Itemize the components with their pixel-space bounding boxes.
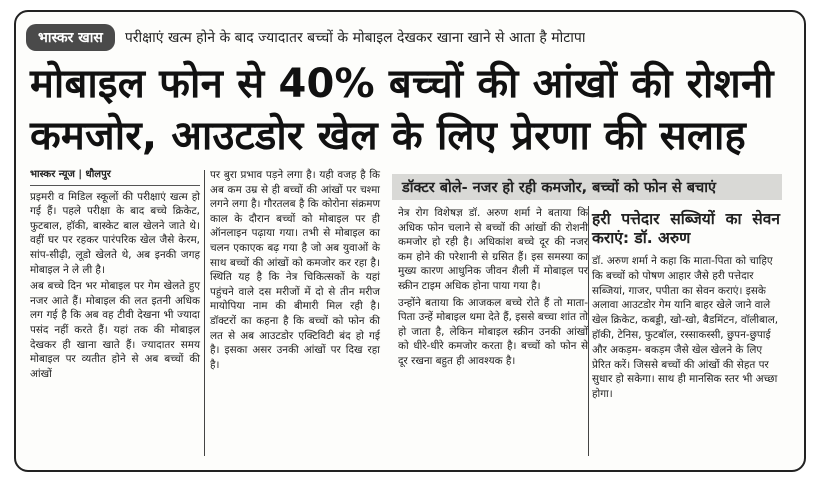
headline-line-2: कमजोर, आउटडोर खेल के लिए प्रेरणा की सलाह [30, 113, 746, 159]
sidebar-title: हरी पत्तेदार सब्जियों का सेवन कराएं: डॉ. अरुण [592, 210, 780, 247]
kicker-text: परीक्षाएं खत्म होने के बाद ज्यादातर बच्चों के मोबाइल देखकर खाना खाने से आता है मोटापा [124, 29, 586, 46]
headline-line-1: मोबाइल फोन से 40% बच्चों की आंखों की रोशनी [30, 61, 774, 107]
article-column-2 [210, 168, 380, 374]
paragraph: अब बच्चे दिन भर मोबाइल पर गेम खेलते हुए नजर आते हैं। मोबाइल की लत इतनी अधिक लग गई है कि अब वह टीवी देखना भी ज्यादा पसंद नहीं करते हैं। यहां तक की मोबाइल देखकर ही खाना खाते हैं। ज्यादातर समय मोबाइल पर व्यतीत होने से अब बच्चों की आंखों [30, 280, 200, 380]
paragraph: उन्होंने बताया कि आजकल बच्चे रोते हैं तो माता-पिता उन्हें मोबाइल थमा देते हैं, इससे बच्चा शांत तो हो जाता है, लेकिन मोबाइल स्क्रीन उनकी आंखों को धीरे-धीरे कमजोर करता है। बच्चों को फोन से दूर रखना बहुत ही आवश्यक है। [398, 296, 588, 367]
article-column-3 [398, 206, 588, 371]
kicker-row [26, 22, 794, 52]
brand-label: भास्कर खास [26, 24, 115, 51]
paragraph: प्रइमरी व मिडिल स्कूलों की परीक्षाएं खत्म हो गई हैं। पहले परीक्षा के बाद बच्चे क्रिकेट, फुटबाल, हॉकी, बास्केट बाल खेलने जाते थे। वहीं घर पर रहकर पारंपरिक खेल जैसे केरम, सांप-सीढ़ी, लूडो खेलते थे, अब इनकी जगह मोबाइल ने ले ली है। [30, 190, 200, 276]
paragraph: नेत्र रोग विशेषज्ञ डॉ. अरुण शर्मा ने बताया कि अधिक फोन चलाने से बच्चों की आंखों की रोशनी कमजोर हो रही है। अधिकांश बच्चे दूर की नजर कम होने की परेशानी से ग्रसित हैं। इस समस्या का मुख्य कारण आधुनिक जीवन शैली में मोबाइल पर स्क्रीन टाइम अधिक होना पाया गया है। [398, 207, 588, 292]
sidebar-body: डॉ. अरुण शर्मा ने कहा कि माता-पिता को चाहिए कि बच्चों को पोषण आहार जैसे हरी पत्तेदार सब्जियां, गाजर, पपीता का सेवन कराएं। इसके अलावा आउटडोर गेम यानि बाहर खेले जाने वाले खेल क्रिकेट, कबड्डी, खो-खो, बैडमिंटन, वॉलीबाल, हॉकी, टेनिस, फुटबॉल, रस्साकस्सी, छुपन-छुपाई और अकड़म- बकड़म जैसे खेल खेलने के लिए प्रेरित करें। जिससे बच्चों की आंखों की सेहत पर सुधार हो सकेगा। साथ ही मानसिक स्तर भी अच्छा होगा। [592, 255, 779, 401]
subhead-bar: डॉक्टर बोले- नजर हो रही कमजोर, बच्चों को फोन से बचाएं [392, 174, 782, 200]
headline [30, 58, 794, 162]
article-column-1 [30, 168, 200, 383]
column-divider [204, 170, 205, 456]
dateline: भास्कर न्यूज | धौलपुर [30, 168, 200, 186]
column-divider [588, 206, 589, 456]
paragraph: पर बुरा प्रभाव पड़ने लगा है। यही वजह है कि अब कम उम्र से ही बच्चों की आंखों पर चश्मा लगने लगा है। गौरतलब है कि कोरोना संक्रमण काल के दौरान बच्चों को मोबाइल पर ही ऑनलाइन पढ़ाया गया। तभी से मोबाइल का चलन एकाएक बढ़ गया है जो अब युवाओं के साथ बच्चों की आंखों को कमजोर कर रहा है। स्थिति यह है कि नेत्र चिकित्सकों के यहां पहुंचने वाले दस मरीजों में दो से तीन मरीज मायोपिया नाम की बीमारी मिल रही है। डॉक्टरों का कहना है कि बच्चों को फोन की लत से अब आउटडोर एक्टिविटी बंद हो गई है। इसका असर उनकी आंखों पर दिख रहा है। [210, 169, 380, 371]
sidebar-box [592, 210, 780, 402]
